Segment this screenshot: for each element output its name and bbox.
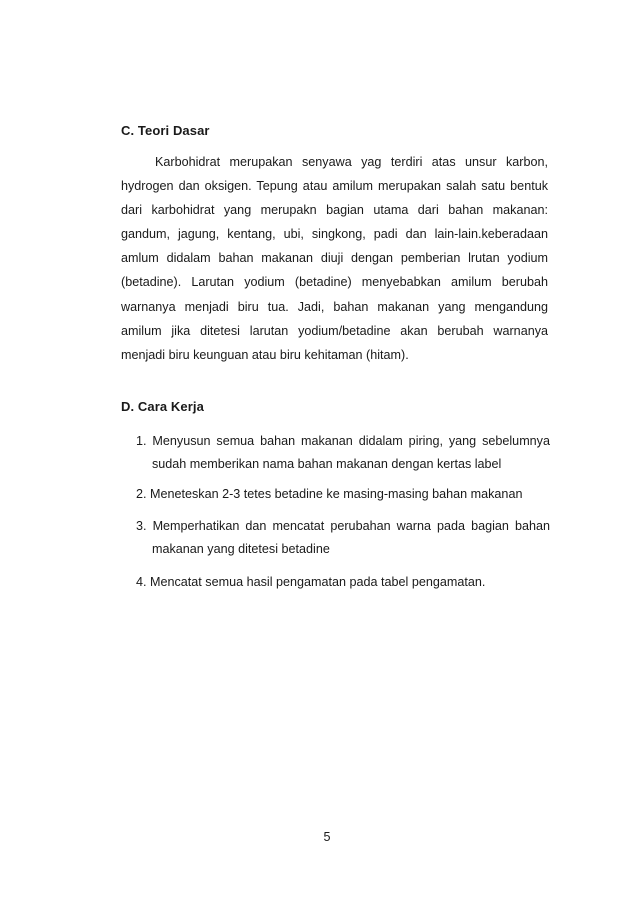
step-text: 1. Menyusun semua bahan makanan didalam piring, yang sebelumnya [136, 434, 550, 448]
step-text-continued: makanan yang ditetesi betadine [152, 542, 330, 556]
teori-dasar-paragraph: Karbohidrat merupakan senyawa yag terdiri atas unsur karbon, hydrogen dan oksigen. Tepung atau amilum merupakan salah satu bentuk dari karbohidrat yang merupakn bagian utama dari bahan makanan: gandum, jagung, kentang, ubi, singkong, padi dan lain-lain.keberadaan amlum didalam bahan makanan diuji dengan pemberian lrutan yodium (betadine). Larutan yodium (betadine) menyebabkan amilum berubah warnanya menjadi biru tua. Jadi, bahan makanan yang mengandung amilum jika ditetesi larutan yodium/betadine akan berubah warnanya menjadi biru keunguan atau biru kehitaman (hitam). [121, 155, 548, 362]
step-item [136, 515, 550, 561]
step-text-continued: sudah memberikan nama bahan makanan dengan kertas label [152, 457, 502, 471]
section-heading-cara-kerja: D. Cara Kerja [121, 399, 204, 414]
step-item [136, 483, 550, 506]
step-item [136, 430, 550, 476]
step-text: 3. Memperhatikan dan mencatat perubahan warna pada bagian bahan [136, 519, 550, 533]
step-text: 2. Meneteskan 2-3 tetes betadine ke masing-masing bahan makanan [136, 487, 523, 501]
page-number: 5 [323, 830, 331, 844]
section-heading-teori-dasar: C. Teori Dasar [121, 123, 210, 138]
step-text: 4. Mencatat semua hasil pengamatan pada tabel pengamatan. [136, 575, 486, 589]
step-item [136, 571, 550, 594]
